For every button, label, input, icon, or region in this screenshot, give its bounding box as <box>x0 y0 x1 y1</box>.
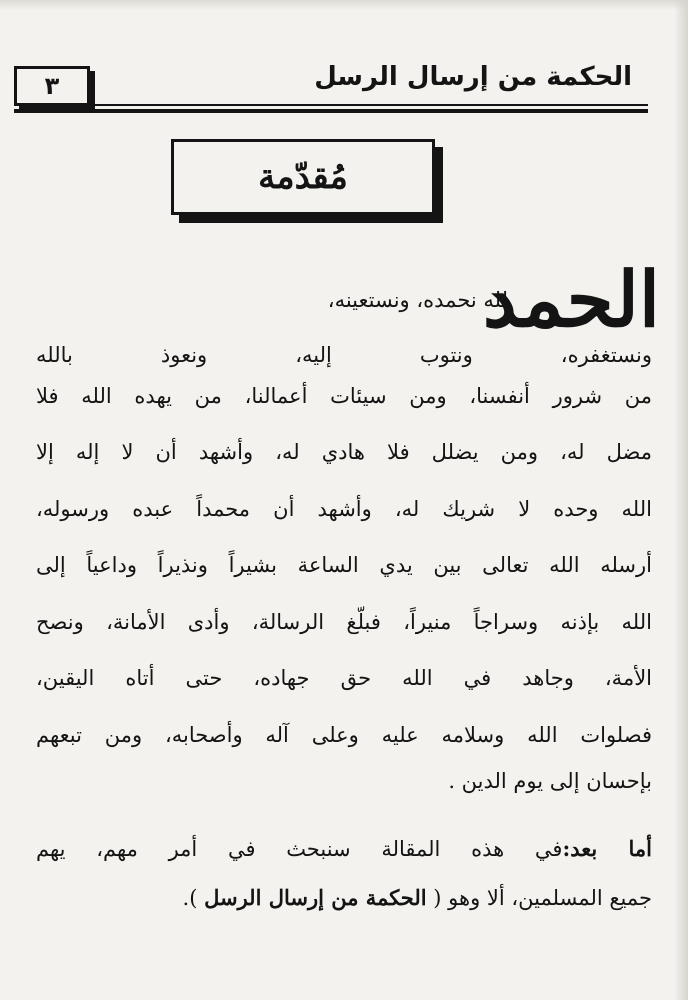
amma-text: في هذه المقالة سنبحث في أمر مهم، يهم <box>36 837 563 861</box>
text-line-10: بإحسان إلى يوم الدين . <box>448 769 652 793</box>
section-title: مُقدّمة <box>258 157 348 197</box>
text-line-5: الله وحده لا شريك له، وأشهد أن محمداً عبده ورسوله، <box>36 497 652 521</box>
amma-line <box>36 836 652 862</box>
last-prefix: جميع المسلمين، ألا وهو ( <box>433 886 652 910</box>
last-line <box>183 885 652 911</box>
text-line-7: الله بإذنه وسراجاً منيراً، فبلّغ الرسالة، وأدى الأمانة، ونصح <box>36 610 652 634</box>
text-line-1: لله نحمده، ونستعينه، <box>327 288 508 312</box>
header-rule-thin <box>14 104 648 106</box>
section-title-box <box>171 139 435 215</box>
page-gutter-shadow <box>674 0 688 1000</box>
text-line-4: مضل له، ومن يضلل فلا هادي له، وأشهد أن لا إله إلا <box>36 440 652 464</box>
text-line-2: ونستغفره، ونتوب إليه، ونعوذ بالله <box>36 343 652 367</box>
page-edge-shadow <box>0 0 688 10</box>
last-suffix: ). <box>182 886 198 910</box>
amma-label: أما بعد: <box>562 836 653 861</box>
page-number: ٣ <box>44 72 60 100</box>
text-line-6: أرسله الله تعالى بين يدي الساعة بشيراً ونذيراً وداعياً إلى <box>36 553 652 577</box>
opening-word: الحمد <box>482 255 660 344</box>
page-number-box <box>14 66 90 106</box>
header-rule-thick <box>14 109 648 113</box>
text-line-8: الأمة، وجاهد في الله حق جهاده، حتى أتاه اليقين، <box>36 666 652 690</box>
text-line-9: فصلوات الله وسلامه عليه وعلى آله وأصحابه، ومن تبعهم <box>36 723 652 747</box>
running-header-title: الحكمة من إرسال الرسل <box>314 62 632 92</box>
text-line-3: من شرور أنفسنا، ومن سيئات أعمالنا، من يهده الله فلا <box>36 384 652 408</box>
book-title-emphasis: الحكمة من إرسال الرسل <box>204 885 427 910</box>
